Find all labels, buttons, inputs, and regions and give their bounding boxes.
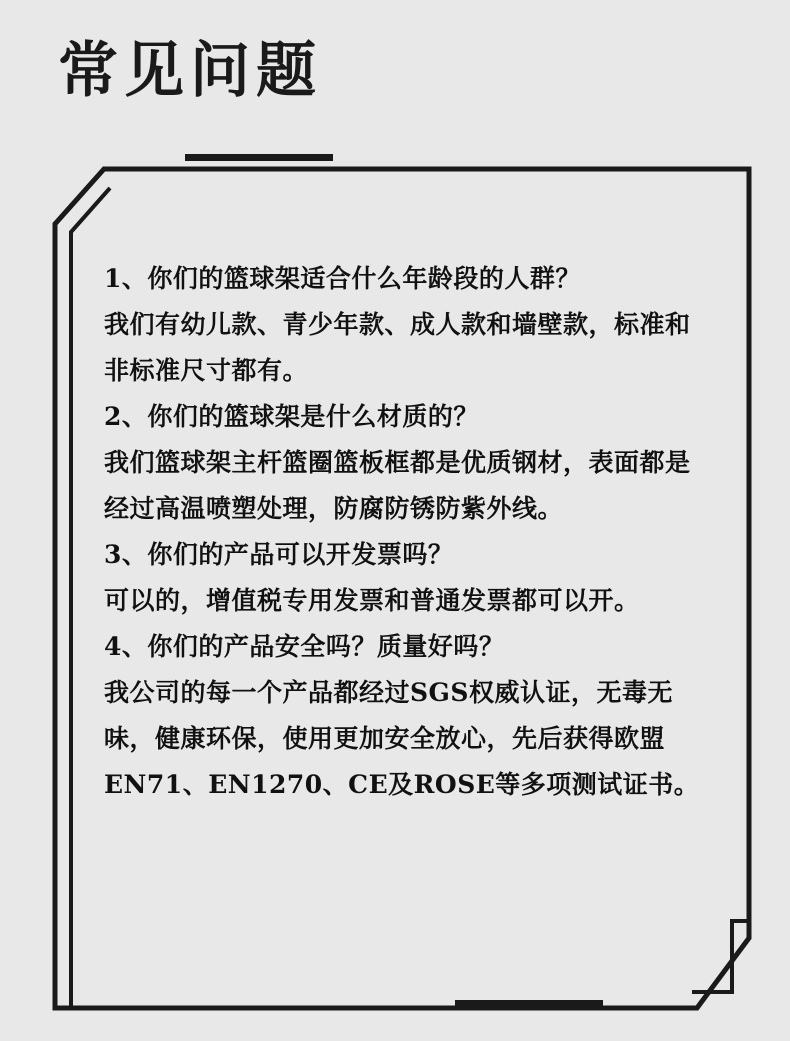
title-divider [185, 154, 333, 161]
faq-question-3: 3、你们的产品可以开发票吗？ [104, 540, 454, 569]
page-title: 常见问题 [58, 36, 322, 106]
faq-answer-1: 我们有幼儿款、青少年款、成人款和墙壁款，标准和非标准尺寸都有。 [104, 310, 691, 385]
faq-answer-2: 我们篮球架主杆篮圈篮板框都是优质钢材，表面都是经过高温喷塑处理，防腐防锈防紫外线。 [104, 448, 691, 523]
faq-content [104, 256, 710, 808]
faq-answer-3: 可以的，增值税专用发票和普通发票都可以开。 [104, 586, 640, 615]
faq-question-4: 4、你们的产品安全吗？质量好吗？ [104, 632, 505, 661]
faq-question-2: 2、你们的篮球架是什么材质的？ [104, 402, 479, 431]
faq-answer-4: 我公司的每一个产品都经过SGS权威认证，无毒无味，健康环保，使用更加安全放心，先后获得欧盟EN71、EN1270、CE及ROSE等多项测试证书。 [104, 678, 700, 799]
bottom-divider [455, 1000, 603, 1007]
faq-question-1: 1、你们的篮球架适合什么年龄段的人群？ [104, 264, 581, 293]
